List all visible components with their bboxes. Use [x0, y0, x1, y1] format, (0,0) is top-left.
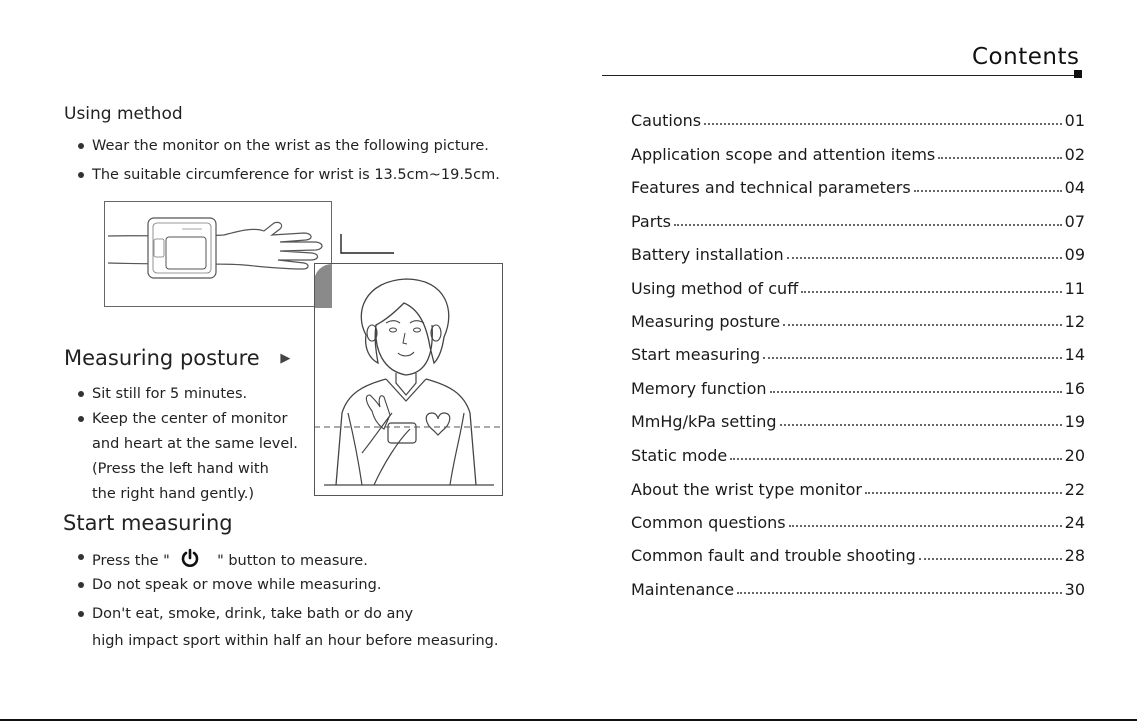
toc-label: Common questions [631, 513, 786, 532]
toc-entry[interactable] [631, 443, 1085, 465]
connector-line [338, 232, 396, 256]
toc-label: Measuring posture [631, 312, 781, 331]
toc-label: Start measuring [631, 345, 761, 364]
toc-page: 11 [1064, 279, 1085, 298]
toc-leader [787, 257, 1062, 259]
list-item [64, 385, 247, 403]
toc-leader [789, 525, 1062, 527]
toc-page: 22 [1064, 480, 1085, 499]
toc-leader [780, 424, 1062, 426]
bullet-dot [78, 582, 84, 588]
toc-label: Memory function [631, 379, 767, 398]
toc-page: 07 [1064, 212, 1085, 231]
toc-page: 16 [1064, 379, 1085, 398]
toc-label: Cautions [631, 111, 702, 130]
toc-leader [938, 157, 1061, 159]
bullet-text: Don't eat, smoke, drink, take bath or do any [92, 606, 414, 622]
toc-page: 30 [1064, 580, 1085, 599]
bullet-continuation: (Press the left hand with [92, 461, 269, 477]
toc-entry[interactable] [631, 376, 1085, 398]
posture-illustration [314, 263, 503, 496]
bullet-dot [78, 611, 84, 617]
toc-label: MmHg/kPa setting [631, 412, 777, 431]
toc-leader [801, 291, 1061, 293]
toc-leader [914, 190, 1062, 192]
bullet-dot [78, 143, 84, 149]
bullet-text: Do not speak or move while measuring. [92, 577, 382, 593]
toc-label: About the wrist type monitor [631, 480, 862, 499]
toc-leader [674, 224, 1062, 226]
bullet-text: Wear the monitor on the wrist as the following picture. [92, 138, 489, 154]
toc-leader [783, 324, 1062, 326]
bullet-dot [78, 172, 84, 178]
toc-page: 24 [1064, 513, 1085, 532]
toc-entry[interactable] [631, 543, 1085, 565]
bullet-continuation: high impact sport within half an hour before measuring. [92, 633, 499, 649]
list-item [64, 576, 381, 594]
title-rule [602, 75, 1076, 76]
toc-leader [737, 592, 1062, 594]
toc-label: Common fault and trouble shooting [631, 546, 916, 565]
toc-label: Using method of cuff [631, 279, 799, 298]
toc-page: 19 [1064, 412, 1085, 431]
measuring-posture-heading: Measuring posture ▶ [64, 346, 291, 370]
list-item [64, 605, 413, 623]
toc-entry[interactable] [631, 108, 1085, 130]
toc-entry[interactable] [631, 209, 1085, 231]
bullet-continuation: the right hand gently.) [92, 486, 254, 502]
bullet-dot [78, 554, 84, 560]
power-icon [180, 548, 202, 566]
toc-entry[interactable] [631, 342, 1085, 364]
toc-entry[interactable] [631, 175, 1085, 197]
toc-leader [704, 123, 1062, 125]
toc-entry[interactable] [631, 276, 1085, 298]
list-item [64, 166, 500, 184]
toc-label: Application scope and attention items [631, 145, 936, 164]
toc-label: Maintenance [631, 580, 735, 599]
wrist-illustration [104, 201, 332, 307]
bullet-dot [78, 391, 84, 397]
toc-label: Parts [631, 212, 671, 231]
toc-leader [865, 492, 1062, 494]
toc-entry[interactable] [631, 510, 1085, 532]
toc-entry[interactable] [631, 409, 1085, 431]
bullet-dot [78, 416, 84, 422]
toc-page: 09 [1064, 245, 1085, 264]
toc-entry[interactable] [631, 142, 1085, 164]
toc-leader [919, 558, 1062, 560]
toc-page: 12 [1064, 312, 1085, 331]
toc-page: 14 [1064, 345, 1085, 364]
bullet-text: " button to measure. [217, 553, 368, 569]
list-item [64, 137, 489, 155]
toc-entry[interactable] [631, 477, 1085, 499]
list-item [64, 548, 368, 570]
toc-entry[interactable] [631, 242, 1085, 264]
toc-entry[interactable] [631, 309, 1085, 331]
toc-label: Static mode [631, 446, 728, 465]
using-method-heading: Using method [64, 104, 183, 124]
bullet-text: Keep the center of monitor [92, 411, 288, 427]
title-square [1074, 70, 1082, 78]
toc-page: 20 [1064, 446, 1085, 465]
toc-label: Battery installation [631, 245, 784, 264]
bullet-text: The suitable circumference for wrist is 13.5cm~19.5cm. [92, 167, 500, 183]
list-item [64, 410, 287, 428]
bullet-text: Sit still for 5 minutes. [92, 386, 248, 402]
toc-label: Features and technical parameters [631, 178, 911, 197]
toc-leader [770, 391, 1062, 393]
start-measuring-heading: Start measuring [63, 511, 233, 535]
toc-leader [763, 357, 1061, 359]
toc-leader [730, 458, 1061, 460]
toc-page: 28 [1064, 546, 1085, 565]
bottom-rule [0, 719, 1137, 721]
toc-page: 04 [1064, 178, 1085, 197]
bullet-continuation: and heart at the same level. [92, 436, 298, 452]
contents-title: Contents [972, 44, 1080, 70]
toc-entry[interactable] [631, 577, 1085, 599]
toc-page: 01 [1064, 111, 1085, 130]
toc-page: 02 [1064, 145, 1085, 164]
bullet-text: Press the " [92, 553, 170, 569]
arrow-right-icon: ▶ [280, 351, 291, 366]
